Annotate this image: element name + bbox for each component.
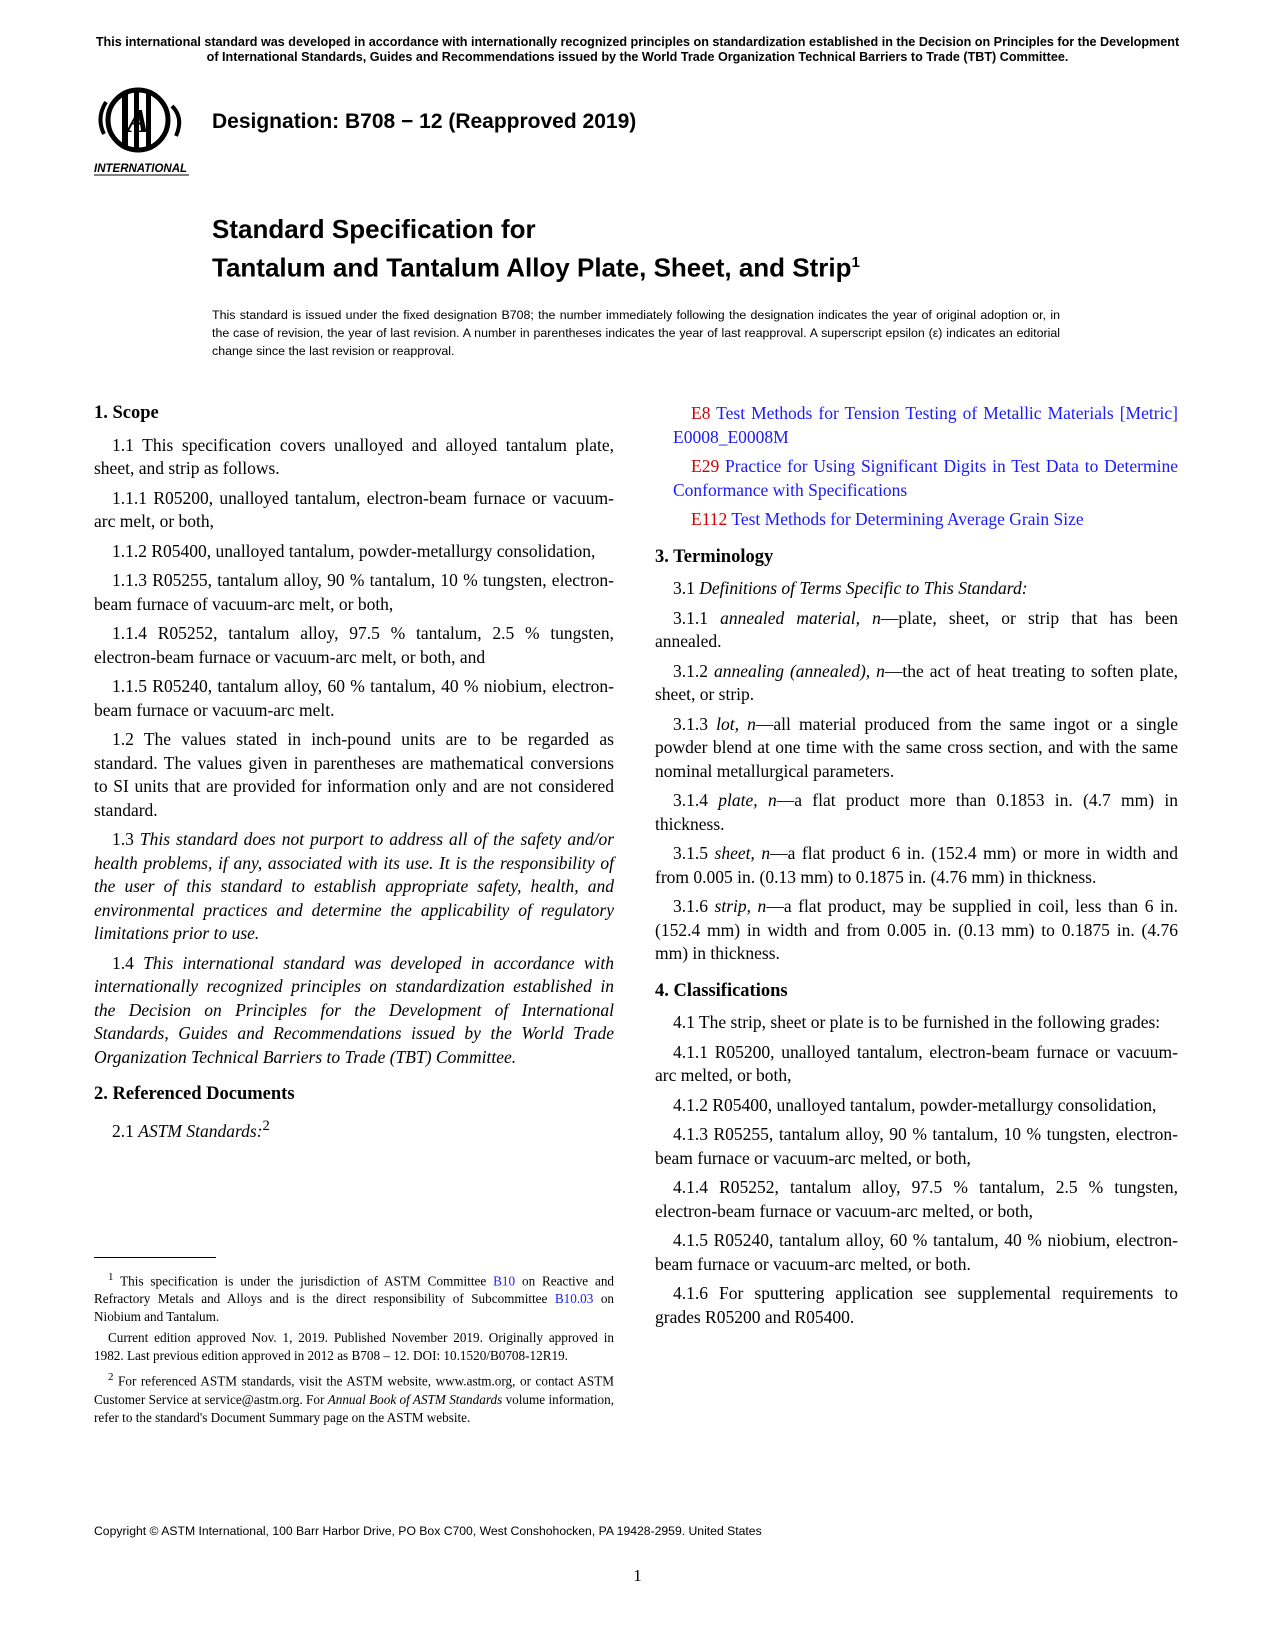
paragraph-1-1-1: 1.1.1 R05200, unalloyed tantalum, electron-beam furnace or vacuum-arc melt, or both, [94, 487, 614, 531]
paragraph-4-1-6: 4.1.6 For sputtering application see supplemental requirements to grades R05200 and R05400. [655, 1283, 1178, 1327]
footnotes [94, 1268, 614, 1430]
left-column [94, 402, 614, 1149]
paragraph-4-1-4: 4.1.4 R05252, tantalum alloy, 97.5 % tantalum, 2.5 % tungsten, electron-beam furnace or vacuum-arc melted, or both, [655, 1177, 1178, 1221]
section-heading-scope: 1. Scope [94, 403, 159, 423]
title-line-2: Tantalum and Tantalum Alloy Plate, Sheet, and Strip$^1$ [212, 252, 860, 283]
definition-3-1-5: 3.1.5 sheet, n—a flat product 6 in. (152.4 mm) or more in width and from 0.005 in. (0.13 mm) to 0.1875 in. (4.76 mm) in thickness. [655, 843, 1178, 887]
paragraph-2-1: 2.1 ASTM Standards:$^2$ [112, 1117, 270, 1141]
page-number: 1 [633, 1566, 642, 1585]
reference-e8[interactable] [655, 402, 1178, 449]
right-column [655, 402, 1178, 1335]
committee-link[interactable]: B10 [493, 1273, 516, 1289]
title-footnote-mark[interactable]: 1 [851, 254, 860, 271]
wto-notice: This international standard was developed in accordance with internationally recognized principles on standardization established in the Decision on Principles for the Development of International Standards, Guides and Recommendations issued by the World Trade Organization Technical Barriers to Trade (TBT) Committee. [95, 35, 1180, 64]
footnote-2: $^2$ For referenced ASTM standards, visit the ASTM website, www.astm.org, or contact ASTM Customer Service at service@astm.org. For Annual Book of ASTM Standards volume information, refer to the standard's Document Summary page on the ASTM website. [94, 1371, 615, 1425]
paragraph-4-1-3: 4.1.3 R05255, tantalum alloy, 90 % tantalum, 10 % tungsten, electron-beam furnace or vacuum-arc melted, or both, [655, 1124, 1178, 1168]
paragraph-1-1-3: 1.1.3 R05255, tantalum alloy, 90 % tantalum, 10 % tungsten, electron-beam furnace of vacuum-arc melt, or both, [94, 570, 614, 614]
reference-e29[interactable] [655, 455, 1178, 502]
reference-code[interactable]: E112 [691, 509, 728, 529]
definition-3-1-4: 3.1.4 plate, n—a flat product more than 0.1853 in. (4.7 mm) in thickness. [655, 790, 1178, 834]
astm-international-logo-icon [92, 82, 202, 178]
paragraph-4-1-1: 4.1.1 R05200, unalloyed tantalum, electron-beam furnace or vacuum-arc melted, or both, [655, 1041, 1178, 1085]
reference-code[interactable]: E8 [691, 403, 711, 423]
section-heading-terminology: 3. Terminology [655, 546, 774, 567]
footnote-1-edition: Current edition approved Nov. 1, 2019. Published November 2019. Originally approved in 1982. Last previous edition approved in 2012 as B708 – 12. DOI: 10.1520/B0708-12R19. [94, 1330, 614, 1364]
paragraph-1-1: 1.1 This specification covers unalloyed and alloyed tantalum plate, sheet, and strip as follows. [94, 434, 614, 478]
paragraph-1-1-5: 1.1.5 R05240, tantalum alloy, 60 % tantalum, 40 % niobium, electron-beam furnace or vacuum-arc melt. [94, 676, 614, 720]
paragraph-1-3: 1.3 This standard does not purport to address all of the safety and/or health problems, if any, associated with its use. It is the responsibility of the user of this standard to establish appropriate safety, health, and environmental practices and determine the applicability of regulatory limitations prior to use. [94, 829, 615, 943]
paragraph-1-1-4: 1.1.4 R05252, tantalum alloy, 97.5 % tantalum, 2.5 % tungsten, electron-beam furnace or vacuum-arc melt, or both, and [94, 623, 614, 667]
paragraph-1-2: 1.2 The values stated in inch-pound units are to be regarded as standard. The values given in parentheses are mathematical conversions to SI units that are provided for information only and are not considered standard. [94, 729, 614, 820]
definition-3-1-3: 3.1.3 lot, n—all material produced from the same ingot or a single powder blend at one time with the same cross section, and with the same nominal metallurgical parameters. [655, 713, 1178, 781]
reference-title[interactable]: Test Methods for Determining Average Grain Size [731, 509, 1084, 529]
definition-3-1-2: 3.1.2 annealing (annealed), n—the act of heat treating to soften plate, sheet, or strip. [655, 660, 1179, 704]
reference-title[interactable]: Test Methods for Tension Testing of Metallic Materials [Metric] E0008_E0008M [673, 403, 1179, 447]
footnote-divider [94, 1257, 216, 1258]
reference-e112[interactable] [655, 508, 1178, 532]
section-heading-referenced-documents: 2. Referenced Documents [94, 1084, 295, 1104]
paragraph-1-4: 1.4 This international standard was developed in accordance with internationally recognized principles on standardization established in the Decision on Principles for the Development of International Standards, Guides and Recommendations issued by the World Trade Organization Technical Barriers to Trade (TBT) Committee. [94, 952, 615, 1067]
paragraph-4-1: 4.1 The strip, sheet or plate is to be furnished in the following grades: [673, 1012, 1161, 1032]
document-title [212, 213, 860, 285]
copyright: Copyright © ASTM International, 100 Barr Harbor Drive, PO Box C700, West Conshohocken, PA 19428-2959. United States [94, 1524, 762, 1538]
logo-text: INTERNATIONAL [94, 163, 188, 175]
footnote-mark-2[interactable]: 2 [262, 1117, 270, 1134]
designation: Designation: B708 − 12 (Reapproved 2019) [212, 110, 637, 133]
reference-title[interactable]: Practice for Using Significant Digits in Test Data to Determine Conformance with Specifications [673, 456, 1178, 500]
title-line-1: Standard Specification for [212, 214, 536, 244]
definition-3-1-6: 3.1.6 strip, n—a flat product, may be supplied in coil, less than 6 in. (152.4 mm) in width and from 0.005 in. (0.13 mm) to 0.1875 in. (4.76 mm) in thickness. [655, 896, 1178, 963]
definition-3-1-1: 3.1.1 annealed material, n—plate, sheet, or strip that has been annealed. [655, 607, 1179, 651]
paragraph-1-1-2: 1.1.2 R05400, unalloyed tantalum, powder-metallurgy consolidation, [112, 540, 596, 561]
reference-code[interactable]: E29 [691, 456, 720, 476]
paragraph-4-1-5: 4.1.5 R05240, tantalum alloy, 60 % tantalum, 40 % niobium, electron-beam furnace or vacuum-arc melted, or both. [655, 1230, 1178, 1274]
section-heading-classifications: 4. Classifications [655, 980, 788, 1001]
footnote-1: $^1$ This specification is under the jurisdiction of ASTM Committee B10 on Reactive and Refractory Metals and Alloys and is the direct responsibility of Subcommittee B10.03 on Niobium and Tantalum. [94, 1271, 615, 1325]
subcommittee-link[interactable]: B10.03 [554, 1291, 594, 1307]
issue-notice: This standard is issued under the fixed designation B708; the number immediately following the designation indicates the year of original adoption or, in the case of revision, the year of last revision. A number in parentheses indicates the year of last reapproval. A superscript epsilon (ε) indicates an editorial change since the last revision or reapproval. [212, 308, 1060, 358]
paragraph-4-1-2: 4.1.2 R05400, unalloyed tantalum, powder-metallurgy consolidation, [673, 1094, 1157, 1115]
paragraph-3-1: 3.1 Definitions of Terms Specific to This Standard: [673, 578, 1028, 598]
